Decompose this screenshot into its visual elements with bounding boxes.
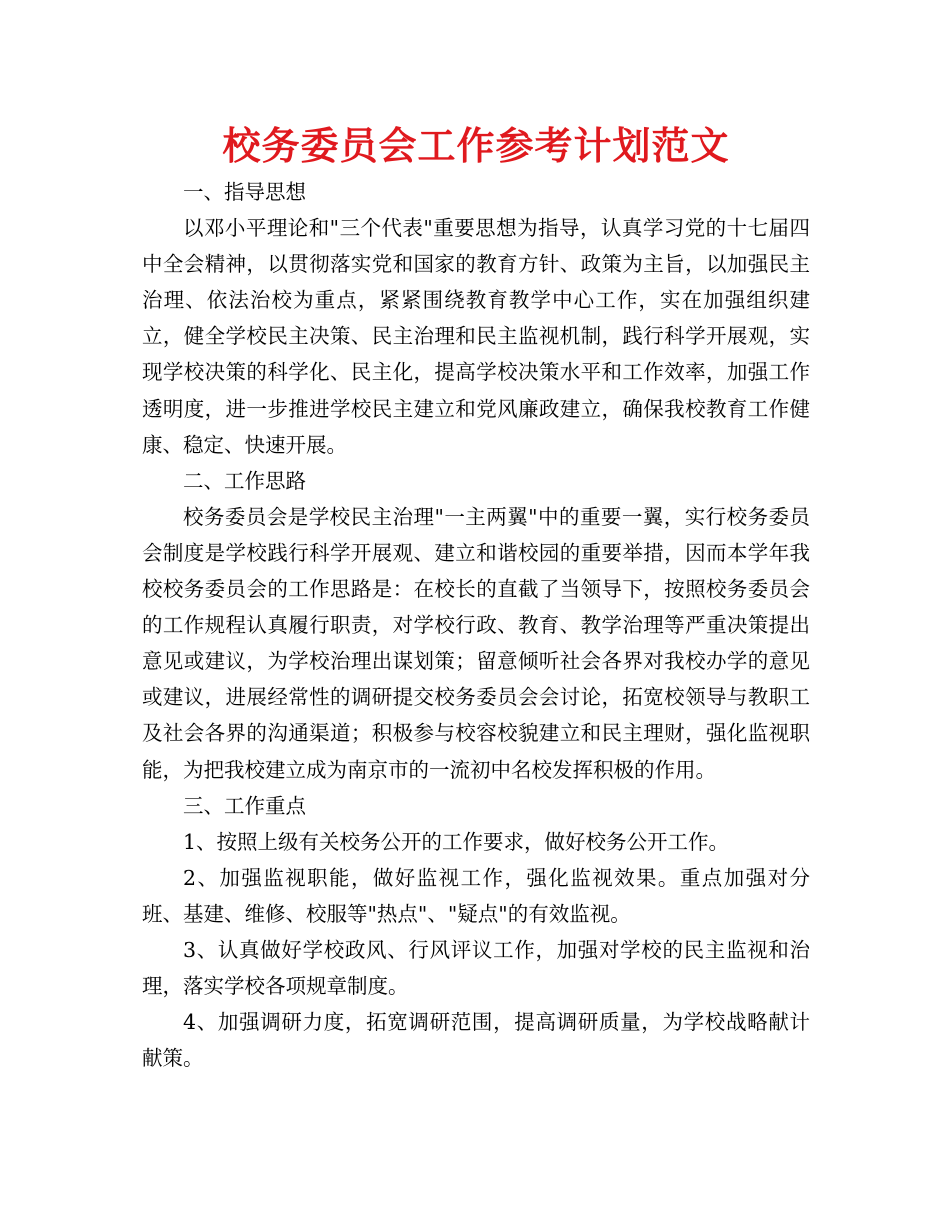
section-heading: 一、指导思想 [183,180,306,204]
section-work-focus [142,788,810,1077]
paragraph: 校务委员会是学校民主治理"一主两翼"中的重要一翼，实行校务委员会制度是学校践行科学开展观、建立和谐校园的重要举措，因而本学年我校校务委员会的工作思路是：在校长的直截了当领导下，按照校务委员会的工作规程认真履行职责，对学校行政、教育、教学治理等严重决策提出意见或建议，为学校治理出谋划策；留意倾听社会各界对我校办学的意见或建议，进展经常性的调研提交校务委员会会讨论，拓宽校领导与教职工及社会各界的沟通渠道；积极参与校容校貌建立和民主理财，强化监视职能，为把我校建立成为南京市的一流初中名校发挥积极的作用。 [142,504,810,782]
list-item: 3、认真做好学校政风、行风评议工作，加强对学校的民主监视和治理，落实学校各项规章制度。 [142,937,810,999]
document-title: 校务委员会工作参考计划范文 [222,123,730,168]
section-heading: 二、工作思路 [183,468,306,493]
list-item: 4、加强调研力度，拓宽调研范围，提高调研质量，为学校战略献计献策。 [142,1010,810,1071]
list-item: 1、按照上级有关校务公开的工作要求，做好校务公开工作。 [183,829,730,854]
document-page [142,120,810,1076]
paragraph: 以邓小平理论和"三个代表"重要思想为指导，认真学习党的十七届四中全会精神，以贯彻落实党和国家的教育方针、政策为主旨，以加强民主治理、依法治校为重点，紧紧围绕教育教学中心工作，实在加强组织建立，健全学校民主决策、民主治理和民主监视机制，践行科学开展观，实现学校决策的科学化、民主化，提高学校决策水平和工作效率，加强工作透明度，进一步推进学校民主建立和党风廉政建立，确保我校教育工作健康、稳定、快速开展。 [142,216,810,457]
section-heading: 三、工作重点 [183,793,306,818]
section-guiding-thought [142,174,810,463]
section-work-approach [142,463,810,788]
list-item: 2、加强监视职能，做好监视工作，强化监视效果。重点加强对分班、基建、维修、校服等"热点"、"疑点"的有效监视。 [142,865,810,926]
